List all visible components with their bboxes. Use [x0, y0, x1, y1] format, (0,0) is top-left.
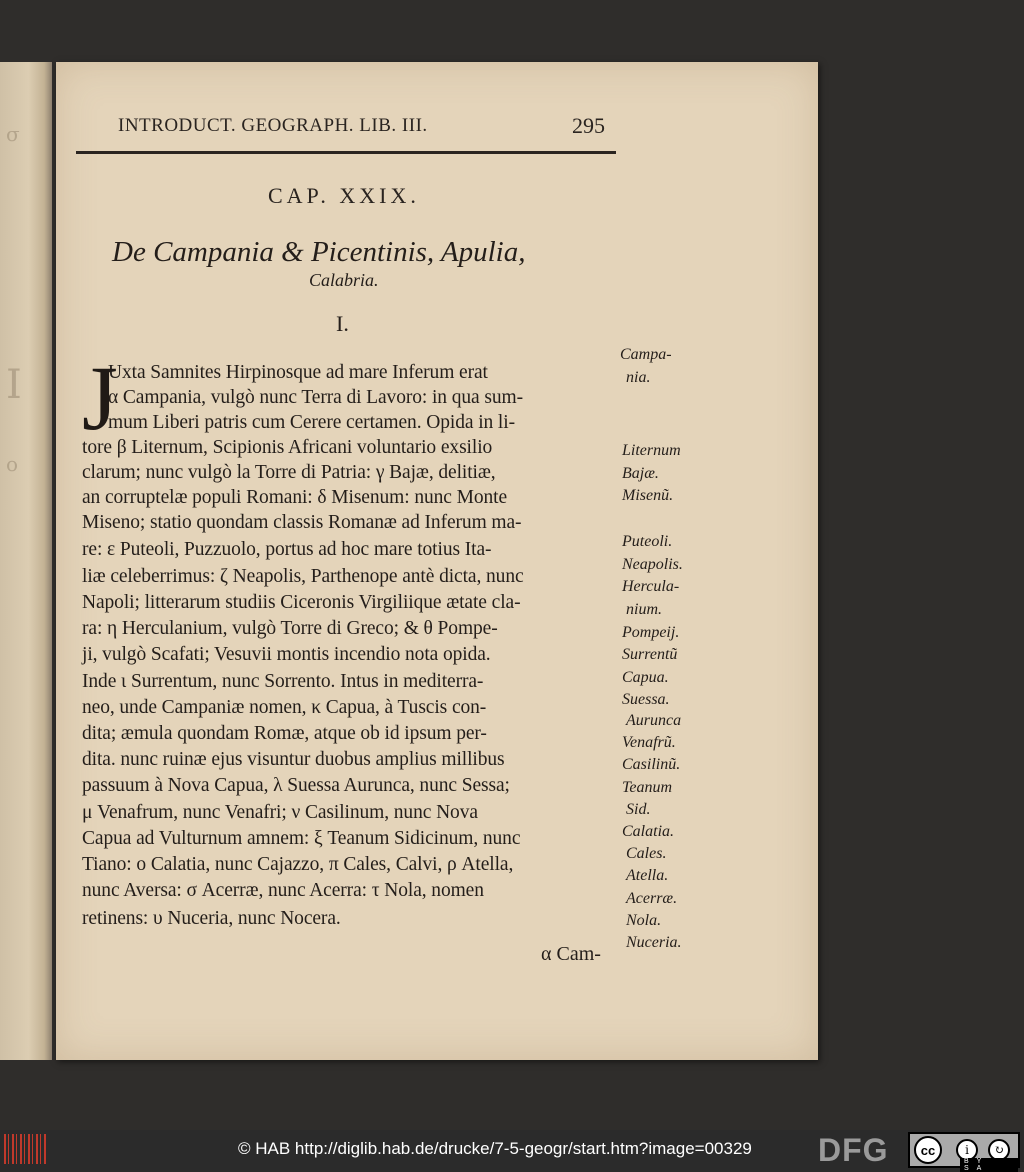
body-line: Inde ι Surrentum, nunc Sorrento. Intus in mediterra- — [82, 671, 484, 692]
running-head: INTRODUCT. GEOGRAPH. LIB. III. — [118, 115, 428, 136]
chapter-title: De Campania & Picentinis, Apulia, — [112, 236, 526, 268]
body-line: Capua ad Vulturnum amnem: ξ Teanum Sidicinum, nunc — [82, 828, 521, 849]
body-line: μ Venafrum, nunc Venafri; ν Casilinum, nunc Nova — [82, 802, 478, 823]
license-badge[interactable] — [908, 1132, 1020, 1172]
body-line: mum Liberi patris cum Cerere certamen. Opida in li- — [108, 412, 515, 433]
body-line: nunc Aversa: σ Acerræ, nunc Acerra: τ Nola, nomen — [82, 880, 484, 901]
margin-note: Nola. — [626, 912, 662, 929]
header-rule — [76, 151, 616, 154]
body-line: an corruptelæ populi Romani: δ Misenum: nunc Monte — [82, 487, 508, 508]
section-number: I. — [336, 311, 349, 336]
page-number: 295 — [572, 113, 605, 138]
catchword: α Cam- — [541, 943, 601, 965]
margin-note: Misenũ. — [622, 487, 674, 504]
share-alike-icon: ↻ — [988, 1139, 1010, 1161]
body-line: neo, unde Campaniæ nomen, κ Capua, à Tuscis con- — [82, 697, 487, 718]
ghost-mark: I — [6, 362, 22, 408]
body-line: re: ε Puteoli, Puzzuolo, portus ad hoc mare totius Ita- — [82, 539, 492, 560]
body-line: dita. nunc ruinæ ejus visuntur duobus amplius millibus — [82, 749, 505, 770]
margin-note: Casilinũ. — [622, 756, 681, 773]
body-line: Miseno; statio quondam classis Romanæ ad Inferum ma- — [82, 512, 522, 533]
margin-note: Aurunca — [626, 712, 682, 729]
attribution-icon: i — [956, 1139, 978, 1161]
previous-page-edge — [0, 62, 52, 1060]
chapter-subtitle: Calabria. — [309, 270, 379, 290]
body-line: Napoli; litterarum studiis Ciceronis Virgiliique ætate cla- — [82, 592, 521, 613]
body-line: ji, vulgò Scafati; Vesuvii montis incendio nota opida. — [82, 644, 491, 665]
margin-note: Capua. — [622, 669, 669, 686]
margin-note: Cales. — [626, 845, 667, 862]
margin-note: Atella. — [626, 867, 669, 884]
body-line: tore β Liternum, Scipionis Africani voluntario exsilio — [82, 437, 493, 458]
ghost-mark: σ — [6, 122, 20, 146]
margin-note: Neapolis. — [622, 556, 683, 573]
margin-note: Acerræ. — [626, 890, 678, 907]
body-line: liæ celeberrimus: ζ Neapolis, Parthenope antè dicta, nunc — [82, 566, 524, 587]
body-line: Tiano: ο Calatia, nunc Cajazzo, π Cales, Calvi, ρ Atella, — [82, 854, 514, 875]
margin-note: Calatia. — [622, 823, 675, 840]
chapter-heading: CAP. XXIX. — [268, 183, 420, 208]
body-line: α Campania, vulgò nunc Terra di Lavoro: in qua sum- — [108, 387, 523, 408]
margin-note: Suessa. — [622, 691, 670, 708]
margin-note: Bajæ. — [622, 465, 659, 482]
margin-note: Hercula- — [622, 578, 680, 595]
drop-capital: J — [82, 347, 118, 449]
cc-icon: cc — [914, 1136, 942, 1164]
margin-note: Pompeij. — [622, 624, 680, 641]
margin-note: nium. — [626, 601, 662, 618]
margin-note: Sid. — [626, 801, 651, 818]
body-line: retinens: υ Nuceria, nunc Nocera. — [82, 908, 341, 929]
license-labels: BY SA — [960, 1158, 1018, 1172]
barcode-icon — [4, 1134, 48, 1164]
body-line: clarum; nunc vulgò la Torre di Patria: γ Bajæ, delitiæ, — [82, 462, 496, 483]
margin-note: Nuceria. — [626, 934, 682, 951]
margin-note: Venafrũ. — [622, 734, 676, 751]
dfg-logo: DFG — [818, 1132, 889, 1168]
margin-note: Teanum — [622, 779, 673, 796]
margin-note: Campa- — [620, 346, 672, 363]
ghost-mark: o — [6, 452, 19, 476]
body-line: ra: η Herculanium, vulgò Torre di Greco; & θ Pompe- — [82, 618, 498, 639]
body-line: Uxta Samnites Hirpinosque ad mare Inferum erat — [108, 362, 488, 383]
body-line: passuum à Nova Capua, λ Suessa Aurunca, nunc Sessa; — [82, 775, 510, 796]
margin-note: Surrentũ — [622, 646, 678, 663]
body-line: dita; æmula quondam Romæ, atque ob id ipsum per- — [82, 723, 487, 744]
margin-note: Puteoli. — [622, 533, 673, 550]
copyright-link[interactable]: © HAB http://diglib.hab.de/drucke/7-5-geogr/start.htm?image=00329 — [238, 1139, 752, 1158]
margin-note: Liternum — [622, 442, 681, 459]
margin-note: nia. — [626, 369, 651, 386]
